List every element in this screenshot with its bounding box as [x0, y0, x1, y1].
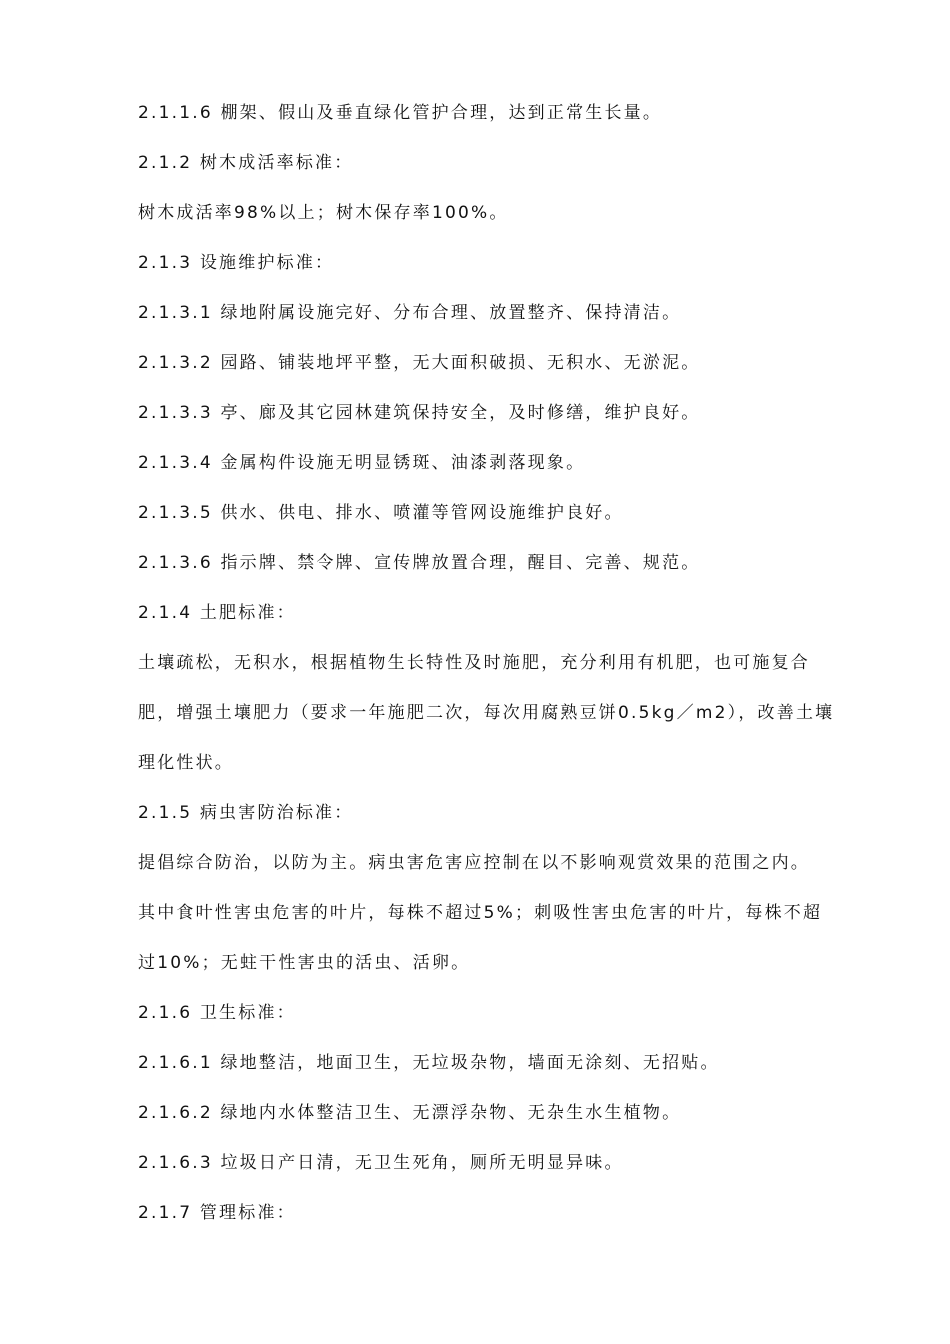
- text-line: 树木成活率98%以上；树木保存率100%。: [138, 203, 509, 223]
- section-heading: 2.1.6 卫生标准：: [138, 1003, 296, 1023]
- text-line: 理化性状。: [138, 753, 234, 773]
- section-heading: 2.1.2 树木成活率标准：: [138, 153, 354, 173]
- text-line: 2.1.3.5 供水、供电、排水、喷灌等管网设施维护良好。: [138, 503, 624, 523]
- text-line: 2.1.1.6 棚架、假山及垂直绿化管护合理，达到正常生长量。: [138, 103, 663, 123]
- text-line: 2.1.3.4 金属构件设施无明显锈斑、油漆剥落现象。: [138, 453, 586, 473]
- text-line: 2.1.3.2 园路、铺装地坪平整，无大面积破损、无积水、无淤泥。: [138, 353, 701, 373]
- text-line: 其中食叶性害虫危害的叶片，每株不超过5%；刺吸性害虫危害的叶片，每株不超: [138, 903, 823, 923]
- text-line: 2.1.3.1 绿地附属设施完好、分布合理、放置整齐、保持清洁。: [138, 303, 682, 323]
- text-line: 2.1.6.1 绿地整洁，地面卫生，无垃圾杂物，墙面无涂刻、无招贴。: [138, 1053, 720, 1073]
- text-line: 提倡综合防治，以防为主。病虫害危害应控制在以不影响观赏效果的范围之内。: [138, 853, 810, 873]
- text-line: 过10%；无蛀干性害虫的活虫、活卵。: [138, 953, 471, 973]
- text-line: 2.1.6.3 垃圾日产日清，无卫生死角，厕所无明显异味。: [138, 1153, 624, 1173]
- section-heading: 2.1.7 管理标准：: [138, 1203, 296, 1223]
- section-heading: 2.1.4 土肥标准：: [138, 603, 296, 623]
- text-line: 2.1.3.3 亭、廊及其它园林建筑保持安全，及时修缮，维护良好。: [138, 403, 701, 423]
- text-line: 2.1.6.2 绿地内水体整洁卫生、无漂浮杂物、无杂生水生植物。: [138, 1103, 682, 1123]
- text-line: 肥，增强土壤肥力（要求一年施肥二次，每次用腐熟豆饼0.5kg／m2），改善土壤: [138, 703, 835, 723]
- section-heading: 2.1.5 病虫害防治标准：: [138, 803, 354, 823]
- text-line: 土壤疏松，无积水，根据植物生长特性及时施肥，充分利用有机肥，也可施复合: [138, 653, 810, 673]
- text-line: 2.1.3.6 指示牌、禁令牌、宣传牌放置合理，醒目、完善、规范。: [138, 553, 701, 573]
- section-heading: 2.1.3 设施维护标准：: [138, 253, 335, 273]
